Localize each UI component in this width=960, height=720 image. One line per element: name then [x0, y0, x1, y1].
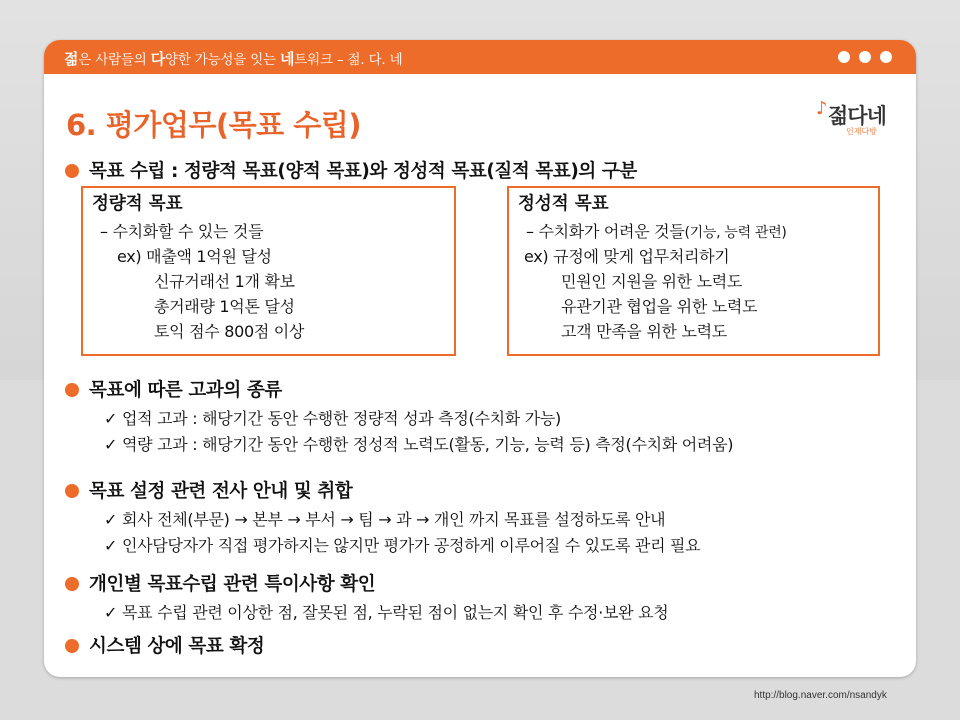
box-line: 총거래량 1억톤 달성 — [154, 297, 295, 316]
dot-icon — [880, 51, 892, 63]
sub-item-text: 역량 고과 : 해당기간 동안 수행한 정성적 노력도(활동, 기능, 능력 등) 측정(수치화 어려움) — [122, 435, 734, 454]
bullet-dot-icon — [65, 639, 79, 653]
bullet-text: 목표에 따른 고과의 종류 — [89, 380, 282, 401]
box-line: ex) 규정에 맞게 업무처리하기 — [524, 247, 730, 266]
sub-item — [104, 600, 668, 623]
check-icon: ✓ — [104, 409, 118, 428]
bullet-dot-icon — [65, 577, 79, 591]
box-line: 민원인 지원을 위한 노력도 — [561, 272, 743, 291]
slide-title: 6. 평가업무(목표 수립) — [66, 108, 362, 142]
footer-url: http://blog.naver.com/nsandyk — [754, 690, 887, 701]
bullet-text: 개인별 목표수립 관련 특이사항 확인 — [89, 574, 376, 595]
window-dots — [838, 51, 892, 63]
box-line: 고객 만족을 위한 노력도 — [561, 322, 727, 341]
box-line-note: (기능, 능력 관련) — [684, 225, 787, 241]
quantitative-goal-box — [81, 186, 456, 356]
sub-item — [104, 507, 665, 530]
mic-icon: ♪ — [816, 98, 828, 119]
box-title: 정량적 목표 — [92, 194, 183, 214]
check-icon: ✓ — [104, 435, 118, 454]
bullet-text: 목표 수립 : 정량적 목표(양적 목표)와 정성적 목표(질적 목표)의 구분 — [89, 161, 637, 182]
bullet-appraisal-types — [65, 376, 282, 402]
logo-text: 젊다네 — [828, 104, 886, 128]
box-line: ex) 매출액 1억원 달성 — [117, 247, 272, 266]
sub-item-text: 회사 전체(부문) → 본부 → 부서 → 팀 → 과 → 개인 까지 목표를 설정하도록 안내 — [122, 510, 666, 529]
box-line — [526, 219, 787, 242]
check-icon: ✓ — [104, 536, 118, 555]
box-line-main: – 수치화가 어려운 것들 — [526, 222, 685, 241]
bullet-dot-icon — [65, 164, 79, 178]
sub-item — [104, 432, 733, 455]
logo-subtitle: 인재다방 — [846, 127, 877, 136]
bullet-dot-icon — [65, 383, 79, 397]
sub-item-text: 목표 수립 관련 이상한 점, 잘못된 점, 누락된 점이 없는지 확인 후 수정·보완 요청 — [122, 603, 669, 622]
check-icon: ✓ — [104, 603, 118, 622]
bullet-goal-setting — [65, 157, 637, 183]
box-line: 토익 점수 800점 이상 — [154, 322, 305, 341]
box-line: 신규거래선 1개 확보 — [154, 272, 295, 291]
logo — [816, 96, 896, 146]
bullet-individual-check — [65, 570, 375, 596]
box-line: – 수치화할 수 있는 것들 — [100, 222, 264, 241]
box-line: 유관기관 협업을 위한 노력도 — [561, 297, 758, 316]
bullet-text: 목표 설정 관련 전사 안내 및 취합 — [89, 481, 353, 502]
bullet-goal-announcement — [65, 477, 352, 503]
dot-icon — [859, 51, 871, 63]
check-icon: ✓ — [104, 510, 118, 529]
sub-item-text: 업적 고과 : 해당기간 동안 수행한 정량적 성과 측정(수치화 가능) — [122, 409, 561, 428]
box-title: 정성적 목표 — [518, 194, 609, 214]
dot-icon — [838, 51, 850, 63]
slide — [44, 40, 916, 677]
qualitative-goal-box — [507, 186, 880, 356]
sub-item — [104, 533, 700, 556]
header-bar — [44, 40, 916, 74]
sub-item-text: 인사담당자가 직접 평가하지는 않지만 평가가 공정하게 이루어질 수 있도록 관리 필요 — [122, 536, 701, 555]
bullet-dot-icon — [65, 484, 79, 498]
header-title: 젊은 사람들의 다양한 가능성을 잇는 네트워크 – 젊. 다. 네 — [64, 50, 403, 68]
bullet-system-confirm — [65, 632, 264, 658]
bullet-text: 시스템 상에 목표 확정 — [89, 636, 265, 657]
sub-item — [104, 406, 561, 429]
